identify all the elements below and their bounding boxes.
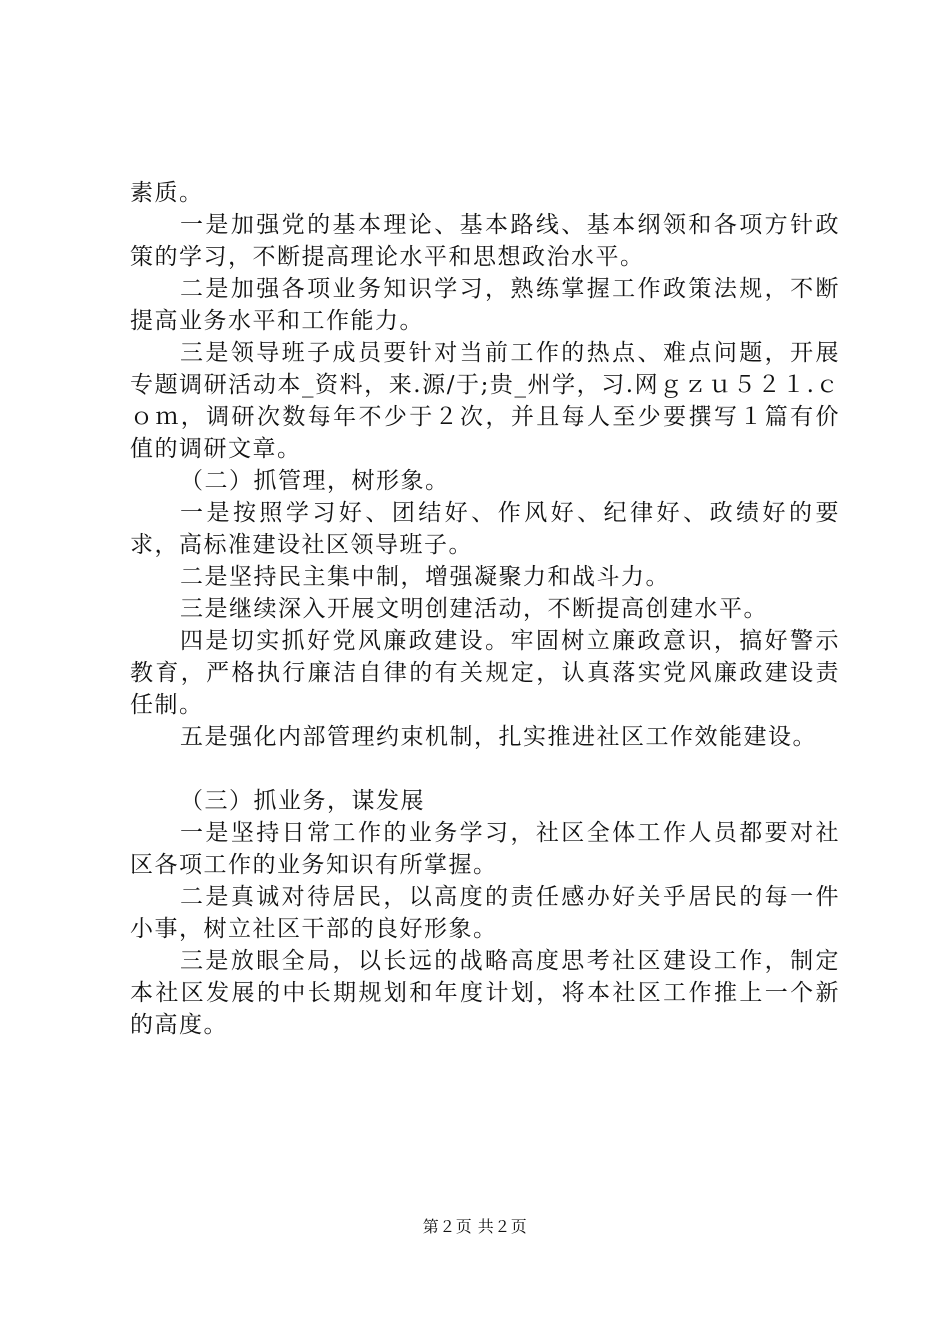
document-body (130, 177, 840, 1041)
paragraph-1: 一是加强党的基本理论、基本路线、基本纲领和各项方针政策的学习，不断提高理论水平和思想政治水平。 (130, 212, 840, 270)
paragraph-13: 二是真诚对待居民，以高度的责任感办好关乎居民的每一件小事，树立社区干部的良好形象。 (130, 884, 840, 942)
page-number-footer: 第２页 共２页 (422, 1217, 528, 1236)
paragraph-12: 一是坚持日常工作的业务学习，社区全体工作人员都要对社区各项工作的业务知识有所掌握。 (130, 820, 840, 878)
section-heading-3: （三）抓业务，谋发展 (180, 788, 425, 814)
paragraph-5: 一是按照学习好、团结好、作风好、纪律好、政绩好的要求，高标准建设社区领导班子。 (130, 500, 840, 558)
section-heading-2: （二）抓管理，树形象。 (180, 468, 450, 494)
paragraph-7: 三是继续深入开展文明创建活动，不断提高创建水平。 (180, 596, 768, 622)
paragraph-2: 二是加强各项业务知识学习，熟练掌握工作政策法规，不断提高业务水平和工作能力。 (130, 276, 840, 334)
paragraph-spacer (130, 753, 840, 785)
paragraph-8: 四是切实抓好党风廉政建设。牢固树立廉政意识，搞好警示教育，严格执行廉洁自律的有关规定，认真落实党风廉政建设责任制。 (130, 628, 840, 718)
paragraph-9: 五是强化内部管理约束机制，扎实推进社区工作效能建设。 (180, 724, 817, 750)
paragraph-0: 素质。 (130, 180, 204, 206)
paragraph-6: 二是坚持民主集中制，增强凝聚力和战斗力。 (180, 564, 670, 590)
paragraph-14: 三是放眼全局，以长远的战略高度思考社区建设工作，制定本社区发展的中长期规划和年度计划，将本社区工作推上一个新的高度。 (130, 948, 840, 1038)
paragraph-3: 三是领导班子成员要针对当前工作的热点、难点问题，开展专题调研活动本_资料，来.源/于;贵_州学，习.网ｇｚｕ５２１.ｃｏｍ，调研次数每年不少于２次，并且每人至少要撰写１篇有价值的调研文章。 (130, 340, 840, 462)
